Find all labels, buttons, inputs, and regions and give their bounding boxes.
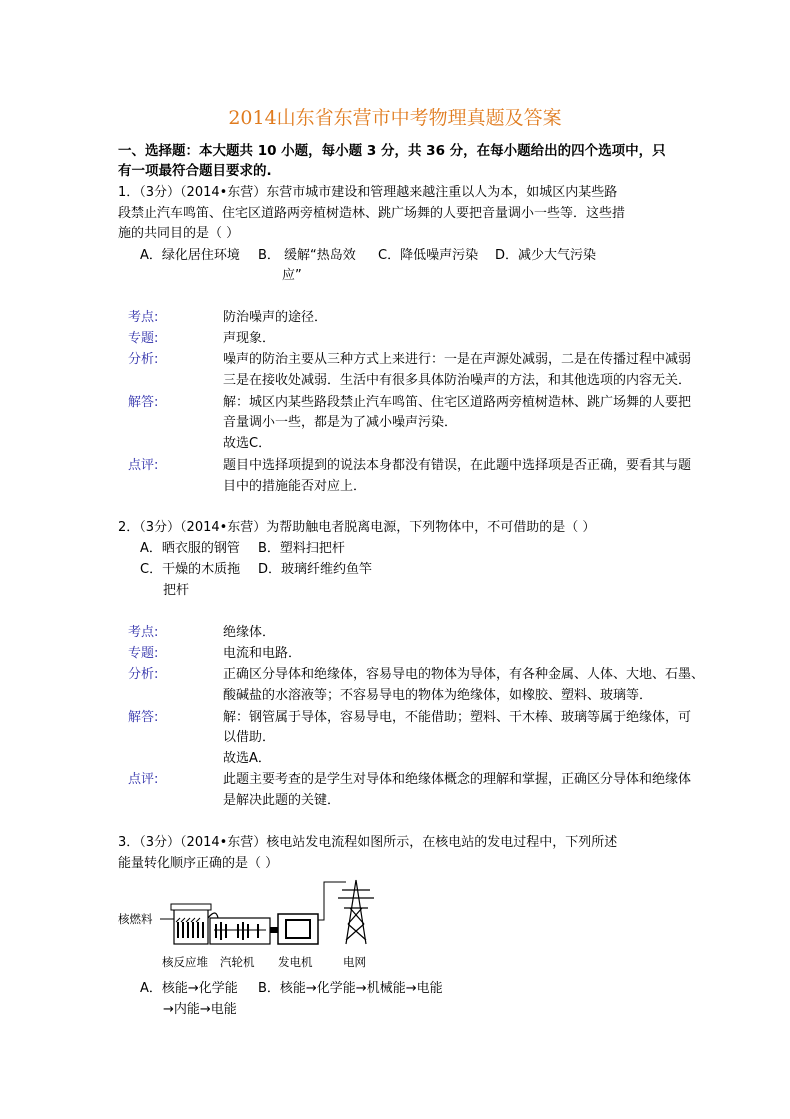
q3-option-a-cont: →内能→电能 (163, 1002, 237, 1017)
q1-jieda-label: 解答: (128, 395, 159, 410)
q2-dianping-line: 此题主要考查的是学生对导体和绝缘体概念的理解和掌握，正确区分导体和绝缘体 (223, 772, 692, 787)
section-heading-line1: 一、选择题：本大题共 10 小题，每小题 3 分，共 36 分，在每小题给出的四个选项中，只 (118, 143, 666, 159)
q2-dianping-label: 点评: (128, 772, 159, 787)
page-title: 2014山东省东营市中考物理真题及答案 (228, 107, 562, 129)
q2-option-a: A．晒衣服的钢管 (140, 541, 240, 556)
q2-jieda-line: 解：钢管属于导体，容易导电，不能借助；塑料、干木棒、玻璃等属于绝缘体，可 (223, 710, 692, 725)
q1-kaodian: 防治噪声的途径． (223, 310, 328, 325)
turbine-icon (210, 918, 270, 944)
steam-pipe (208, 913, 218, 918)
q1-option-b: B． 缓解“热岛效 (258, 248, 356, 263)
q1-jieda-line: 解：城区内某些路段禁止汽车鸣笛、住宅区道路两旁植树造林、跳广场舞的人要把 (223, 395, 692, 410)
section-heading-line2: 有一项最符合题目要求的. (118, 163, 272, 179)
q1-kaodian-label: 考点: (128, 310, 159, 325)
power-line (318, 882, 346, 920)
q2-jieda-line: 故选A． (223, 751, 271, 766)
diagram-label-grid: 电网 (343, 955, 366, 969)
q3-stem-line: 3．（3分）（2014•东营）核电站发电流程如图所示，在核电站的发电过程中，下列所述 (118, 835, 618, 850)
q1-dianping-line: 目中的措施能否对应上． (223, 479, 367, 494)
q2-stem: 2．（3分）（2014•东营）为帮助触电者脱离电源，下列物体中，不可借助的是（ ） (118, 520, 596, 535)
diagram-label-generator: 发电机 (278, 955, 313, 969)
q2-zhuanti: 电流和电路． (223, 646, 302, 661)
q2-kaodian: 绝缘体． (223, 625, 276, 640)
q1-option-a: A．绿化居住环境 (140, 248, 240, 263)
shaft (270, 927, 278, 933)
q1-stem-line: 1．（3分）（2014•东营）东营市城市建设和管理越来越注重以人为本，如城区内某些路 (118, 185, 618, 200)
q1-option-b-cont: 应” (282, 268, 302, 283)
nuclear-plant-diagram-svg (118, 878, 418, 973)
q3-stem-line: 能量转化顺序正确的是（ ） (118, 856, 279, 871)
q1-dianping-line: 题目中选择项提到的说法本身都没有错误，在此题中选择项是否正确，要看其与题 (223, 458, 692, 473)
diagram-label-fuel: 核燃料 (118, 912, 153, 926)
q1-zhuanti-label: 专题: (128, 331, 159, 346)
q2-dianping-line: 是解决此题的关键． (223, 793, 341, 808)
diagram-label-turbine: 汽轮机 (220, 955, 255, 969)
q2-option-b: B．塑料扫把杆 (258, 541, 345, 556)
q1-dianping-label: 点评: (128, 458, 159, 473)
tower-icon (338, 880, 374, 944)
q2-option-c: C．干燥的木质拖 (140, 562, 241, 577)
q2-jieda-label: 解答: (128, 710, 159, 725)
q1-fenxi-label: 分析: (128, 352, 159, 367)
q1-fenxi-line: 噪声的防治主要从三种方式上来进行：一是在声源处减弱，二是在传播过程中减弱 (223, 352, 692, 367)
q2-option-c-cont: 把杆 (163, 583, 190, 598)
q2-fenxi-line: 酸碱盐的水溶液等；不容易导电的物体为绝缘体，如橡胶、塑料、玻璃等． (223, 688, 653, 703)
q2-kaodian-label: 考点: (128, 625, 159, 640)
q1-jieda-line: 故选C． (223, 436, 272, 451)
q2-jieda-line: 以借助． (223, 730, 276, 745)
q2-fenxi-line: 正确区分导体和绝缘体，容易导电的物体为导体，有各种金属、人体、大地、石墨、 (223, 667, 705, 682)
q2-fenxi-label: 分析: (128, 667, 159, 682)
q1-stem-line: 段禁止汽车鸣笛、住宅区道路两旁植树造林、跳广场舞的人要把音量调小一些等．这些措 (118, 206, 626, 221)
q3-option-b: B．核能→化学能→机械能→电能 (258, 981, 443, 996)
q1-stem-line: 施的共同目的是（ ） (118, 226, 240, 241)
q1-fenxi-line: 三是在接收处减弱．生活中有很多具体防治噪声的方法，和其他选项的内容无关． (223, 373, 692, 388)
q2-zhuanti-label: 专题: (128, 646, 159, 661)
nuclear-plant-diagram (118, 878, 418, 973)
reactor-icon (171, 904, 211, 944)
q3-option-a: A．核能→化学能 (140, 981, 238, 996)
q1-zhuanti: 声现象． (223, 331, 276, 346)
q1-option-c: C．降低噪声污染 (378, 248, 479, 263)
q1-option-d: D．减少大气污染 (495, 248, 597, 263)
generator-icon (278, 914, 318, 944)
diagram-label-reactor: 核反应堆 (162, 955, 208, 969)
q2-option-d: D．玻璃纤维约鱼竿 (258, 562, 373, 577)
q1-jieda-line: 音量调小一些，都是为了减小噪声污染． (223, 415, 458, 430)
